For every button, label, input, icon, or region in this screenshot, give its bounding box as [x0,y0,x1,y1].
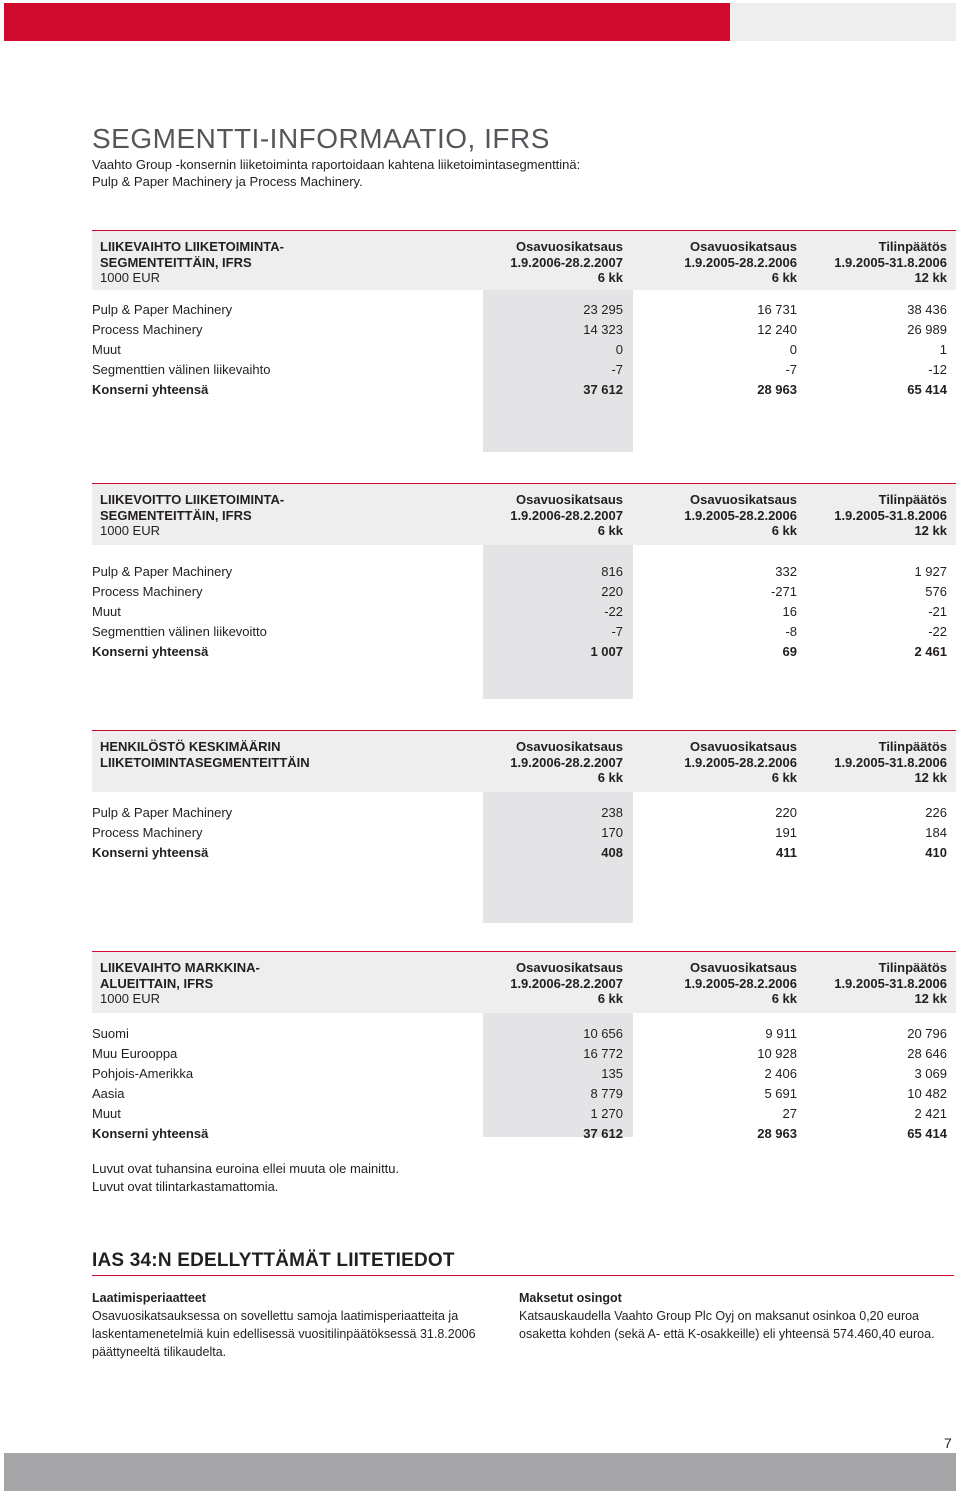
ias-divider [92,1275,954,1276]
table-row [92,1064,956,1084]
column-header [463,492,623,539]
row-value: 220 [775,805,797,820]
column-header-line: 6 kk [771,523,797,538]
header-label-line: 1000 EUR [100,270,160,285]
column-header [463,739,623,786]
table-header-label [100,960,260,1007]
table-header [92,951,956,1013]
row-value: 12 240 [757,322,797,337]
row-value: 28 646 [907,1046,947,1061]
table-body [92,1024,956,1144]
table-row [92,622,956,642]
row-value: 1 [939,342,947,357]
row-value: -22 [928,624,947,639]
row-label: Process Machinery [92,584,203,599]
row-value: 65 414 [907,382,947,397]
row-value: -8 [785,624,797,639]
row-label: Pulp & Paper Machinery [92,302,233,317]
table-row [92,602,956,622]
column-header-line: 1.9.2006-28.2.2007 [510,754,623,770]
row-value: 1 007 [590,644,623,659]
column-header-line: 1.9.2005-28.2.2006 [684,507,797,523]
column-header-line: 1.9.2005-31.8.2006 [834,507,947,523]
row-value: 0 [615,342,623,357]
row-value: 28 963 [757,1126,797,1141]
accounting-principles-heading: Laatimisperiaatteet [92,1291,206,1305]
page-number: 7 [944,1435,952,1451]
column-header-line: 6 kk [771,270,797,285]
paragraph-line: Osavuosikatsauksessa on sovellettu samoja laatimisperiaatteita ja [92,1309,459,1323]
row-value: 8 779 [590,1086,623,1101]
table-row [92,1044,956,1064]
row-value: 37 612 [583,1126,623,1141]
column-header [637,739,797,786]
column-header-line: 1.9.2005-31.8.2006 [834,975,947,991]
dividends-heading: Maksetut osingot [519,1291,622,1305]
row-label: Pulp & Paper Machinery [92,564,233,579]
row-value: 2 461 [914,644,947,659]
row-value: 14 323 [583,322,623,337]
table-row [92,1084,956,1104]
row-label: Konserni yhteensä [92,845,209,860]
table-total-row [92,380,956,400]
row-label: Process Machinery [92,825,203,840]
intro-line: Pulp & Paper Machinery ja Process Machinery. [92,174,363,189]
row-label: Segmenttien välinen liikevoitto [92,624,267,639]
column-header-line: 6 kk [771,991,797,1006]
header-label-line: SEGMENTEITTÄIN, IFRS [100,254,252,270]
column-header-line: Osavuosikatsaus [690,960,797,975]
column-header [787,492,947,539]
row-label: Muut [92,604,121,619]
row-value: -22 [604,604,623,619]
row-value: 184 [925,825,947,840]
column-header-line: 6 kk [597,770,623,785]
intro-line: Vaahto Group -konsernin liiketoiminta raportoidaan kahtena liiketoimintasegmenttinä: [92,157,581,172]
intro-text [92,156,580,190]
table-row [92,340,956,360]
row-label: Pohjois-Amerikka [92,1066,194,1081]
table-body [92,562,956,662]
header-label-line: LIIKEVAIHTO MARKKINA- [100,960,260,975]
row-label: Muut [92,1106,121,1121]
row-value: -7 [611,362,623,377]
row-value: 9 911 [765,1026,797,1041]
note-line: Luvut ovat tuhansina euroina ellei muuta ole mainittu. [92,1161,400,1176]
row-value: 816 [601,564,623,579]
column-header-line: 1.9.2005-28.2.2006 [684,975,797,991]
row-value: 191 [775,825,797,840]
row-label: Muu Eurooppa [92,1046,178,1061]
row-value: 238 [601,805,623,820]
row-label: Segmenttien välinen liikevaihto [92,362,271,377]
row-value: 411 [776,845,797,860]
column-header-line: Tilinpäätös [878,960,947,975]
row-value: 23 295 [583,302,623,317]
paragraph-line: osaketta kohden (sekä A- että K-osakkeille) eli yhteensä 574.460,40 euroa. [519,1327,935,1341]
header-label-line: SEGMENTEITTÄIN, IFRS [100,507,252,523]
row-value: 410 [925,845,947,860]
row-value: 27 [782,1106,797,1121]
column-header [787,239,947,286]
table-row [92,1104,956,1124]
row-value: 408 [601,845,623,860]
row-value: 16 731 [757,302,797,317]
column-header-line: 12 kk [914,770,947,785]
header-label-line: LIIKEVAIHTO LIIKETOIMINTA- [100,239,284,254]
row-value: 332 [775,564,797,579]
column-header [787,960,947,1007]
row-value: 1 927 [914,564,947,579]
row-value: -271 [770,584,797,599]
column-header-line: 6 kk [597,270,623,285]
row-label: Muut [92,342,121,357]
column-header [637,492,797,539]
header-label-line: HENKILÖSTÖ KESKIMÄÄRIN [100,739,281,754]
column-header [637,239,797,286]
row-value: 3 069 [914,1066,947,1081]
row-label: Suomi [92,1026,129,1041]
table-header [92,483,956,545]
column-header [463,239,623,286]
header-red-bar [4,3,730,41]
column-header-line: Osavuosikatsaus [516,492,623,507]
row-label: Pulp & Paper Machinery [92,805,233,820]
table-row [92,582,956,602]
table-row [92,1024,956,1044]
row-label: Konserni yhteensä [92,382,209,397]
row-value: 576 [925,584,947,599]
column-header-line: 6 kk [771,770,797,785]
ias-section-title: IAS 34:N EDELLYTTÄMÄT LIITETIEDOT [92,1250,455,1271]
column-header-line: 12 kk [914,523,947,538]
column-header-line: Osavuosikatsaus [516,239,623,254]
row-value: 226 [925,805,947,820]
column-header-line: 1.9.2006-28.2.2007 [510,975,623,991]
paragraph-line: laskentamenetelmiä kuin edellisessä vuositilinpäätöksessä 31.8.2006 [92,1327,476,1341]
header-label-line: LIIKETOIMINTASEGMENTEITTÄIN [100,754,310,770]
dividends-block [519,1289,956,1343]
row-value: 2 406 [764,1066,797,1081]
table-body [92,803,956,863]
table-body [92,300,956,400]
column-header-line: 6 kk [597,523,623,538]
row-value: 28 963 [757,382,797,397]
column-header-line: Osavuosikatsaus [690,739,797,754]
notes [92,1160,399,1196]
header-label-line: 1000 EUR [100,523,160,538]
row-value: 10 656 [583,1026,623,1041]
table-total-row [92,642,956,662]
table-row [92,562,956,582]
paragraph-line: päättyneeltä tilikaudelta. [92,1345,227,1359]
row-value: 0 [789,342,797,357]
column-header-line: 12 kk [914,270,947,285]
column-header-line: 6 kk [597,991,623,1006]
paragraph-line: Katsauskaudella Vaahto Group Plc Oyj on maksanut osinkoa 0,20 euroa [519,1309,920,1323]
row-value: 135 [601,1066,623,1081]
table-header-label [100,492,284,539]
column-header-line: Tilinpäätös [878,492,947,507]
column-header [637,960,797,1007]
accounting-principles-block [92,1289,492,1361]
row-value: 37 612 [583,382,623,397]
column-header-line: 12 kk [914,991,947,1006]
table-row [92,823,956,843]
column-header-line: Tilinpäätös [878,239,947,254]
header-gray-bar [730,3,956,41]
table-total-row [92,1124,956,1144]
column-header-line: Osavuosikatsaus [690,492,797,507]
header-label-line: LIIKEVOITTO LIIKETOIMINTA- [100,492,285,507]
column-header-line: Osavuosikatsaus [690,239,797,254]
row-value: 220 [601,584,623,599]
row-value: 5 691 [764,1086,797,1101]
row-value: 65 414 [907,1126,947,1141]
table-row [92,320,956,340]
column-header-line: 1.9.2005-31.8.2006 [834,754,947,770]
row-value: 10 482 [907,1086,947,1101]
column-header-line: Osavuosikatsaus [516,960,623,975]
table-header [92,730,956,792]
table-row [92,803,956,823]
row-label: Aasia [92,1086,125,1101]
table-total-row [92,843,956,863]
row-value: -21 [928,604,947,619]
table-header [92,230,956,290]
column-header-line: 1.9.2005-28.2.2006 [684,254,797,270]
table-header-label [100,239,284,286]
row-value: -7 [785,362,797,377]
column-header-line: 1.9.2005-31.8.2006 [834,254,947,270]
column-header-line: Osavuosikatsaus [516,739,623,754]
header-label-line: 1000 EUR [100,991,160,1006]
row-value: 16 772 [583,1046,623,1061]
column-header [787,739,947,786]
column-header [463,960,623,1007]
row-value: 1 270 [590,1106,623,1121]
row-label: Konserni yhteensä [92,644,209,659]
table-row [92,300,956,320]
column-header-line: Tilinpäätös [878,739,947,754]
column-header-line: 1.9.2006-28.2.2007 [510,254,623,270]
row-value: -12 [928,362,947,377]
row-value: 69 [782,644,797,659]
row-value: 170 [601,825,623,840]
row-value: 38 436 [907,302,947,317]
row-value: 10 928 [757,1046,797,1061]
column-header-line: 1.9.2005-28.2.2006 [684,754,797,770]
row-value: 16 [782,604,797,619]
row-label: Konserni yhteensä [92,1126,209,1141]
row-value: 2 421 [914,1106,947,1121]
note-line: Luvut ovat tilintarkastamattomia. [92,1179,279,1194]
page-title: SEGMENTTI-INFORMAATIO, IFRS [92,123,550,154]
table-row [92,360,956,380]
row-value: -7 [611,624,623,639]
row-value: 26 989 [907,322,947,337]
row-label: Process Machinery [92,322,203,337]
row-value: 20 796 [907,1026,947,1041]
header-label-line: ALUEITTAIN, IFRS [100,975,214,991]
column-header-line: 1.9.2006-28.2.2007 [510,507,623,523]
footer-gray-bar [4,1453,956,1491]
table-header-label [100,739,310,770]
